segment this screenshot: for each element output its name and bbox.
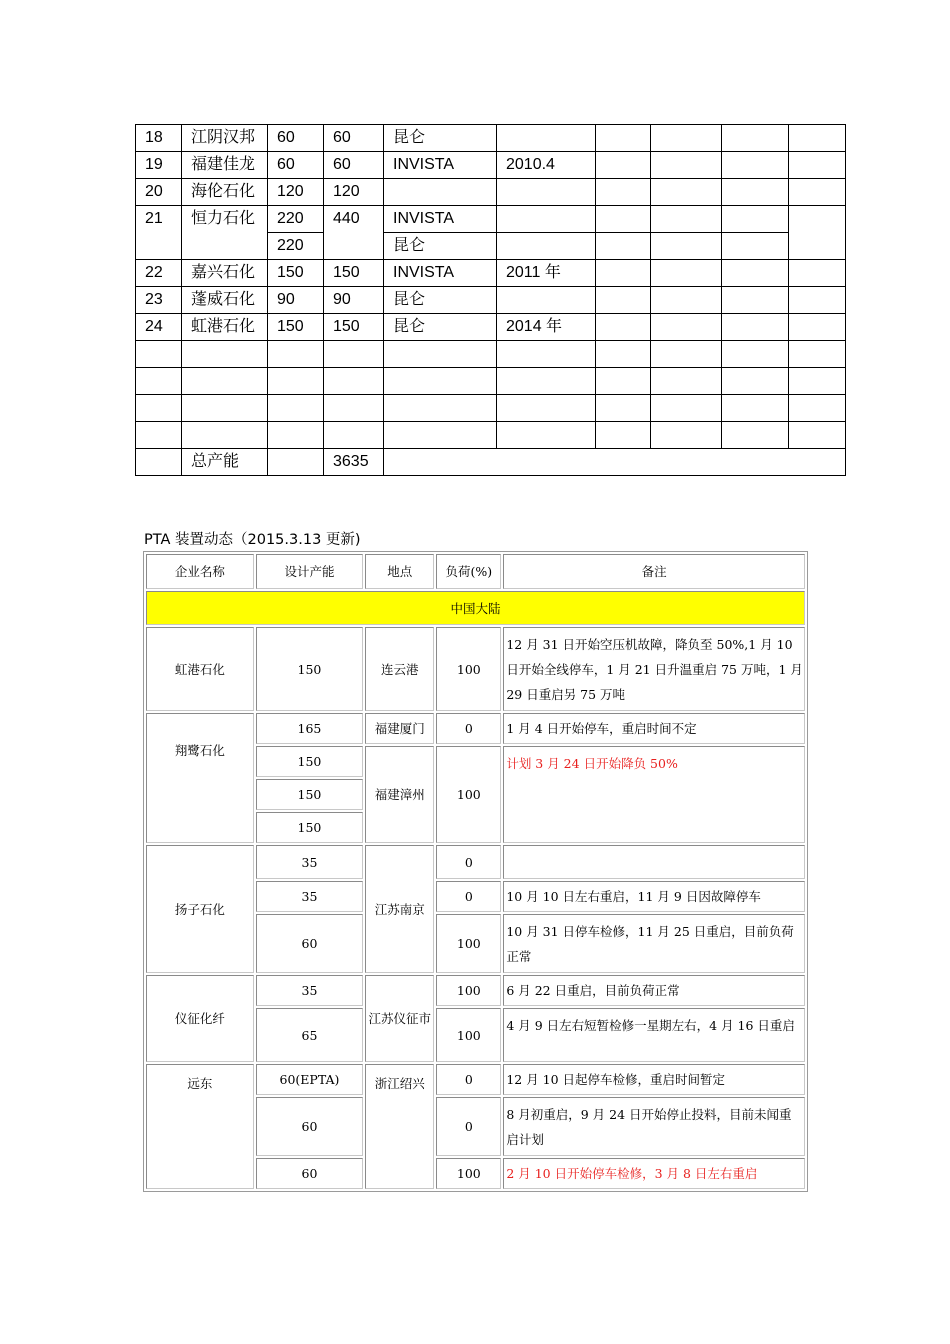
company-name: 虹港石化	[146, 627, 254, 711]
col-header-capacity: 设计产能	[256, 554, 364, 589]
table-row: 翔鹭石化 165 福建厦门 0 1 月 4 日开始停车，重启时间不定	[146, 713, 805, 744]
table-row: 22 嘉兴石化 150 150 INVISTA 2011 年	[136, 260, 846, 287]
total-value: 3635	[324, 449, 384, 476]
col-header-location: 地点	[365, 554, 434, 589]
table-row	[136, 395, 846, 422]
table-row: 21 恒力石化 220 440 INVISTA	[136, 206, 846, 233]
table-row: 仪征化纤 35 江苏仪征市 100 6 月 22 日重启，目前负荷正常	[146, 975, 805, 1006]
section-title: PTA 装置动态（2015.3.13 更新)	[144, 532, 361, 548]
alert-note: 计划 3 月 24 日开始降负 50%	[503, 746, 805, 843]
table-row: 60 100 10 月 31 日停车检修，11 月 25 日重启，目前负荷正常	[146, 914, 805, 973]
table-row	[136, 368, 846, 395]
company-name: 远东	[146, 1064, 254, 1189]
table-row: 150 福建漳州 100 计划 3 月 24 日开始降负 50%	[146, 746, 805, 777]
company-name: 仪征化纤	[146, 975, 254, 1062]
table-row: 60 0 8 月初重启，9 月 24 日开始停止投料，目前未闻重启计划	[146, 1097, 805, 1156]
col-header-company: 企业名称	[146, 554, 254, 589]
table-row: 150	[146, 779, 805, 810]
table-row: 扬子石化 35 江苏南京 0	[146, 845, 805, 879]
table-row: 220 昆仑	[136, 233, 846, 260]
table-row: 远东 60(EPTA) 浙江绍兴 0 12 月 10 日起停车检修，重启时间暂定	[146, 1064, 805, 1095]
alert-note: 2 月 10 日开始停车检修，3 月 8 日左右重启	[503, 1158, 805, 1189]
region-label: 中国大陆	[146, 591, 805, 625]
region-row	[146, 591, 805, 625]
table-row	[136, 422, 846, 449]
pta-dynamics-table	[143, 551, 808, 1192]
total-row	[136, 449, 846, 476]
table-row: 23 蓬威石化 90 90 昆仑	[136, 287, 846, 314]
table-row: 60 100 2 月 10 日开始停车检修，3 月 8 日左右重启	[146, 1158, 805, 1189]
table-row: 35 0 10 月 10 日左右重启，11 月 9 日因故障停车	[146, 881, 805, 912]
header-row	[146, 554, 805, 589]
table-row: 24 虹港石化 150 150 昆仑 2014 年	[136, 314, 846, 341]
table-row: 虹港石化 150 连云港 100 12 月 31 日开始空压机故障，降负至 50%,1 月 10 日开始全线停车，1 月 21 日升温重启 75 万吨，1 月 29 日重启另 75 万吨	[146, 627, 805, 711]
table-row	[136, 341, 846, 368]
table-row: 19 福建佳龙 60 60 INVISTA 2010.4	[136, 152, 846, 179]
table-row: 150	[146, 812, 805, 843]
table-row: 20 海伦石化 120 120	[136, 179, 846, 206]
capacity-table	[135, 124, 846, 476]
table-row: 65 100 4 月 9 日左右短暂检修一星期左右，4 月 16 日重启	[146, 1008, 805, 1062]
col-header-load: 负荷(%)	[436, 554, 501, 589]
total-label: 总产能	[182, 449, 268, 476]
company-name: 翔鹭石化	[146, 713, 254, 843]
company-name: 扬子石化	[146, 845, 254, 973]
col-header-note: 备注	[503, 554, 805, 589]
table-row: 18 江阴汉邦 60 60 昆仑	[136, 125, 846, 152]
